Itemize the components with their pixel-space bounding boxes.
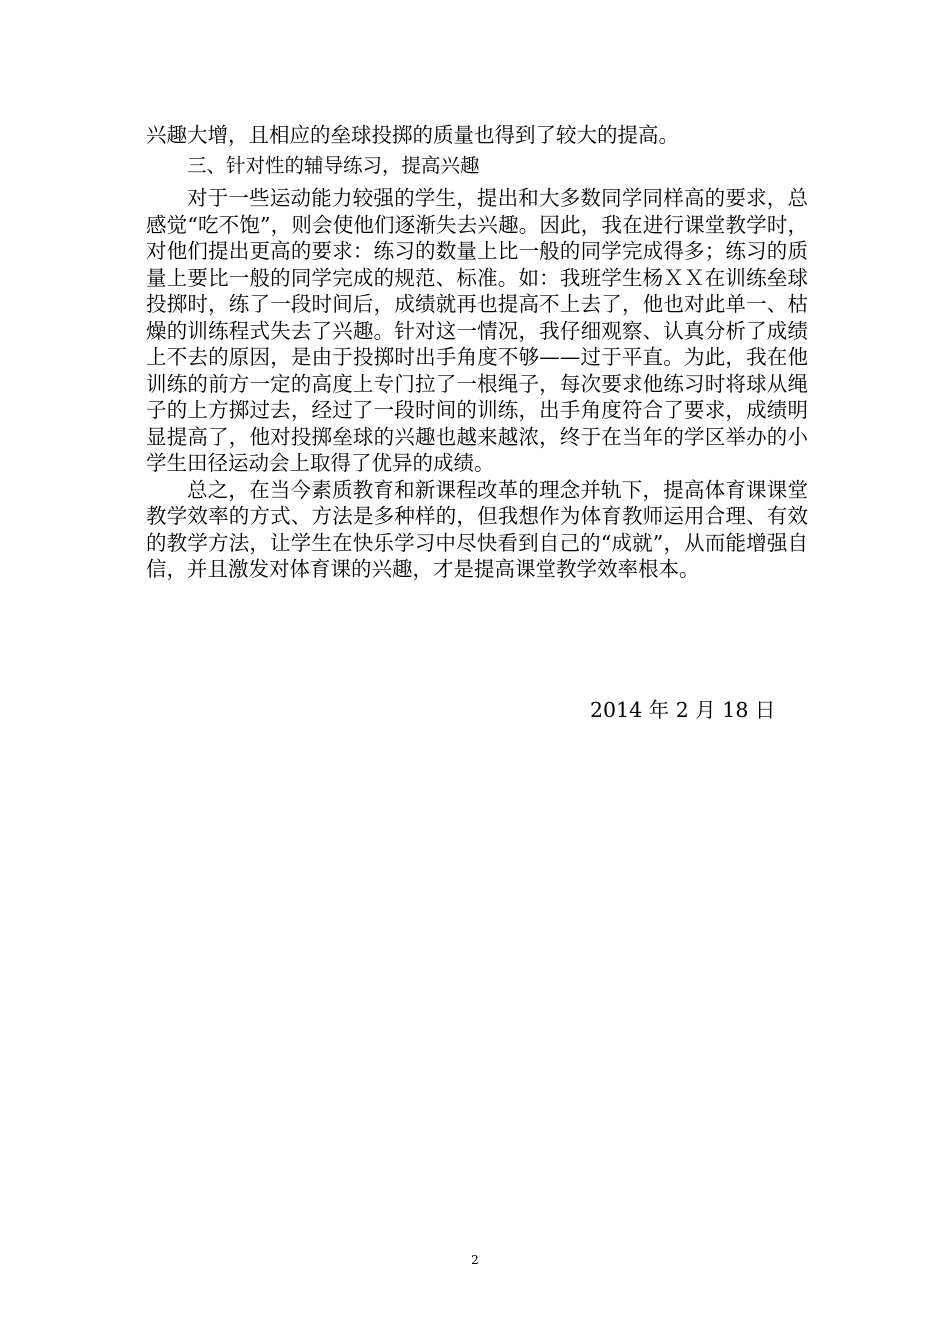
body-text [146, 122, 808, 583]
paragraph-3: 总之，在当今素质教育和新课程改革的理念并轨下，提高体育课课堂教学效率的方式、方法是多种样的，但我想作为体育教师运用合理、有效的教学方法，让学生在快乐学习中尽快看到自己的“成就”，从而能增强自信，并且激发对体育课的兴趣，才是提高课堂教学效率根本。 [146, 477, 808, 581]
page-number: 2 [471, 1253, 479, 1267]
document-date: 2014 年 2 月 18 日 [590, 698, 776, 722]
paragraph-1: 兴趣大增，且相应的垒球投掷的质量也得到了较大的提高。 [146, 123, 679, 147]
paragraph-2: 对于一些运动能力较强的学生，提出和大多数同学同样高的要求，总感觉“吃不饱”，则会使他们逐渐失去兴趣。因此，我在进行课堂教学时，对他们提出更高的要求：练习的数量上比一般的同学完成得多；练习的质量上要比一般的同学完成的规范、标准。如：我班学生杨ＸＸ在训练垒球投掷时，练了一段时间后，成绩就再也提高不上去了，他也对此单一、枯燥的训练程式失去了兴趣。针对这一情况，我仔细观察、认真分析了成绩上不去的原因，是由于投掷时出手角度不够——过于平直。为此，我在他训练的前方一定的高度上专门拉了一根绳子，每次要求他练习时将球从绳子的上方掷过去，经过了一段时间的训练，出手角度符合了要求，成绩明显提高了，他对投掷垒球的兴趣也越来越浓，终于在当年的学区举办的小学生田径运动会上取得了优异的成绩。 [146, 186, 808, 475]
section-heading: 三、针对性的辅导练习，提高兴趣 [186, 153, 480, 177]
